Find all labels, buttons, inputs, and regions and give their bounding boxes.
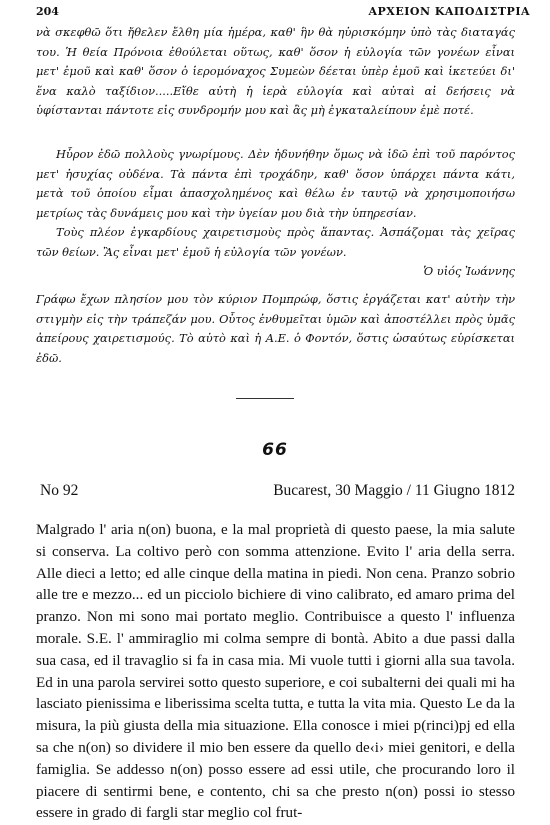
document-number: 66	[262, 440, 288, 460]
greek-postscript	[36, 290, 515, 368]
greek-paragraph-text: νὰ σκεφθῶ ὅτι ἤθελεν ἔλθη μία ἡμέρα, καθ' ἣν θὰ ηὑρισκόμην ὑπὸ τὰς διαταγάς του. Ἡ θεία Πρόνοια ἐθούλεται οὕτως, καθ' ὅσον ἡ εὐλογία τῶν γονέων εἶναι μετ' ἐμοῦ καὶ καθ' ὅσον ὁ ἱερομόναχος Συμεὼν δέεται ὑπὲρ ἐμοῦ καὶ ἱκετεύει δι' ἕνα καλὸ ταξίδιον.....Εἴθε αὐτὴ ἡ ἱερὰ εὐλογία καὶ αὐταὶ αἱ δεήσεις νὰ ὑφίστανται πάντοτε εἰς συνδρομήν μου καὶ ἂς μὴ ἐγκαταλείπουν ἐμὲ ποτέ.	[36, 25, 515, 117]
greek-paragraph-text: Τοὺς πλέον ἐγκαρδίους χαιρετισμοὺς πρὸς ἅπαντας. Ἀσπάζομαι τὰς χεῖρας τῶν θείων. Ἂς εἶναι μετ' ἐμοῦ ἡ εὐλογία τῶν γονέων.	[36, 225, 515, 259]
page-number: 204	[36, 5, 59, 18]
letter-signature: Ὁ υἱός Ἰωάννης	[423, 264, 515, 278]
greek-letter-closing	[36, 145, 515, 282]
running-title: ΑΡΧΕΙΟΝ ΚΑΠΟΔΙΣΤΡΙΑ	[368, 5, 530, 18]
greek-letter-paragraph-1	[36, 23, 515, 121]
section-divider	[236, 398, 294, 399]
italian-letter-body	[36, 520, 515, 825]
letter-header-row	[40, 482, 515, 504]
italian-letter-text: Malgrado l' aria n(on) buona, e la mal proprietà di questo paese, la mia salute si conserva. La coltivo però con somma attenzione. Evito l' aria della serra. Alle dieci a letto; ed alle cinque della matina in piedi. Non cena. Pranzo sobrio alle tre e mezzo... ed un picciolo bichiere di vino calibrato, ed amaro prima del pranzo. Non mi sono mai portato meglio. Contribuisce a questo l' influenza morale. S.E. l' ammiraglio mi colma sempre di bontà. Abito a due passi dalla sua casa, ed il travaglio si fa in casa mia. Mi vuole tutti i giorni alla sua tavola. Ed in una parola servirei sotto questo superiore, e coi subalterni dei quali mi ha lasciato pienissima e liberissima scelta tutta, e tutta la vita mia. Questo Le da la misura, la più giusta della mia situazione. Ella conosce i miei p(rinci)pj ed ella sa che n(on) so dividere il mio ben essere da quello de‹i› miei genitori, e della famiglia. Se addesso n(on) posso essere ad essi utile, che procurando loro il piacere di sentirmi bene, e contento, chi sa che presto n(on) possi io stesso essere in grado di fargli star meglio col frut-	[36, 522, 515, 822]
place-and-date: Bucarest, 30 Maggio / 11 Giugno 1812	[273, 482, 515, 499]
letter-number: No 92	[40, 482, 79, 499]
greek-paragraph-text: Ηὗρον ἐδῶ πολλοὺς γνωρίμους. Δὲν ἠδυνήθην ὅμως νὰ ἰδῶ ἐπὶ τοῦ παρόντος μετ' ἡσυχίας οὐδένα. Τὰ πάντα ἐπὶ τροχάδην, καθ' ὅσον ὑπάρχει πάντα κάτι, μετὰ τοῦ ὁποίου εἶμαι ἀπασχολημένος καὶ θέλω ἐν ταυτῷ νὰ χρησιμοποιήσω μετρίως τὰς δυνάμεις μου καὶ τὴν ὑγείαν μου διὰ τὴν ὑπηρεσίαν.	[36, 147, 515, 220]
postscript-text: Γράφω ἔχων πλησίον μου τὸν κύριον Πομπρώφ, ὅστις ἐργάζεται κατ' αὐτὴν τὴν στιγμὴν εἰς τὴν τράπεζάν μου. Οὗτος ἐνθυμεῖται ὑμῶν καὶ ἀποστέλλει πρὸς ὑμᾶς ἀπείρους χαιρετισμούς. Τὸ αὐτὸ καὶ ἡ Α.Ε. ὁ Φοντόν, ὅστις ὡσαύτως εὑρίσκεται ἐδῶ.	[36, 292, 515, 365]
running-head	[36, 5, 530, 21]
